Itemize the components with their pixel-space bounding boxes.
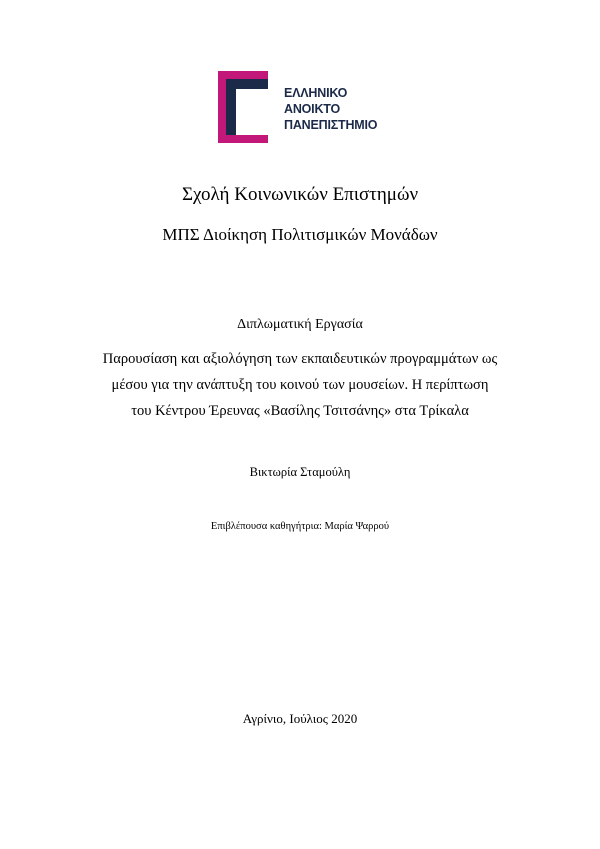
logo-line-3: ΠΑΝΕΠΙΣΤΗΜΙΟ — [284, 118, 378, 132]
place-date: Αγρίνιο, Ιούλιος 2020 — [242, 711, 358, 726]
supervisor: Επιβλέπουσα καθηγήτρια: Μαρία Ψαρρού — [210, 521, 390, 532]
university-logo — [218, 71, 408, 143]
author-name: Βικτωρία Σταμούλη — [249, 465, 351, 479]
title-line-2: μέσου για την ανάπτυξη του κοινού των μουσείων. Η περίπτωση — [111, 377, 489, 393]
title-line-1: Παρουσίαση και αξιολόγηση των εκπαιδευτικών προγραμμάτων ως — [102, 351, 498, 367]
logo-line-2: ΑΝΟΙΚΤΟ — [284, 102, 341, 116]
thesis-type: Διπλωματική Εργασία — [237, 317, 363, 332]
logo-line-1: ΕΛΛΗΝΙΚΟ — [284, 86, 348, 100]
school-name: Σχολή Κοινωνικών Επιστημών — [181, 184, 419, 205]
thesis-title — [0, 346, 600, 424]
logo-mark-icon — [218, 71, 274, 143]
program-name: ΜΠΣ Διοίκηση Πολιτισμικών Μονάδων — [162, 225, 438, 244]
logo-wordmark — [284, 85, 377, 133]
title-line-3: του Κέντρου Έρευνας «Βασίλης Τσιτσάνης» στα Τρίκαλα — [131, 403, 469, 419]
